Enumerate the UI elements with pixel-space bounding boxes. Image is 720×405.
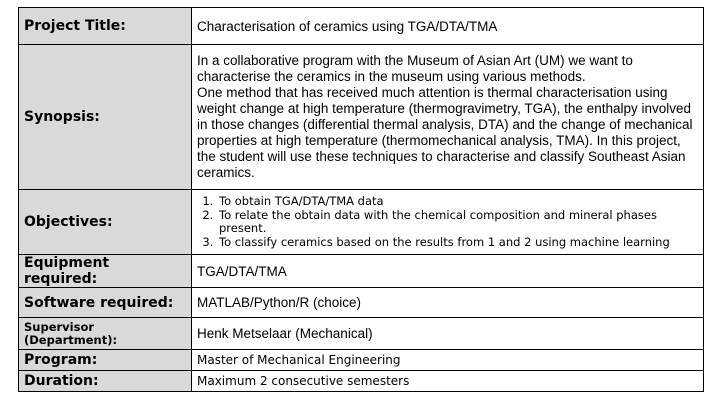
label-synopsis: Synopsis:	[19, 45, 192, 190]
objective-item: 2. To relate the obtain data with the chemical composition and mineral phases present.	[217, 209, 698, 236]
value-objectives	[192, 190, 704, 255]
value-duration: Maximum 2 consecutive semesters	[192, 371, 704, 392]
project-table	[18, 7, 704, 392]
value-program: Master of Mechanical Engineering	[192, 350, 704, 371]
synopsis-paragraph-2: One method that has received much attention is thermal characterisation using weight change at high temperature (thermogravimetry, TGA), the enthalpy involved in those changes (differential thermal analysis, DTA) and the change of mechanical properties at high temperature (thermomechanical analysis, TMA). In this project, the student will use these techniques to characterise and classify Southeast Asian ceramics.	[197, 85, 693, 180]
label-software: Software required:	[19, 288, 192, 318]
value-project-title: Characterisation of ceramics using TGA/DTA/TMA	[192, 8, 704, 45]
label-project-title: Project Title:	[19, 8, 192, 45]
row-project-title	[19, 8, 704, 45]
label-supervisor: Supervisor (Department):	[19, 318, 192, 350]
label-program: Program:	[19, 350, 192, 371]
label-duration: Duration:	[19, 371, 192, 392]
value-synopsis	[192, 45, 704, 190]
row-synopsis	[19, 45, 704, 190]
synopsis-paragraph-1: In a collaborative program with the Museum of Asian Art (UM) we want to characterise the ceramics in the museum using various methods.	[197, 53, 633, 84]
objective-item: 1. To obtain TGA/DTA/TMA data	[217, 195, 698, 209]
row-equipment	[19, 255, 704, 288]
row-program	[19, 350, 704, 371]
row-software	[19, 288, 704, 318]
label-objectives: Objectives:	[19, 190, 192, 255]
value-software: MATLAB/Python/R (choice)	[192, 288, 704, 318]
row-objectives	[19, 190, 704, 255]
objectives-list	[197, 195, 698, 249]
objective-item: 3. To classify ceramics based on the results from 1 and 2 using machine learning	[217, 236, 698, 250]
row-duration	[19, 371, 704, 392]
value-supervisor: Henk Metselaar (Mechanical)	[192, 318, 704, 350]
label-equipment: Equipment required:	[19, 255, 192, 288]
row-supervisor	[19, 318, 704, 350]
value-equipment: TGA/DTA/TMA	[192, 255, 704, 288]
